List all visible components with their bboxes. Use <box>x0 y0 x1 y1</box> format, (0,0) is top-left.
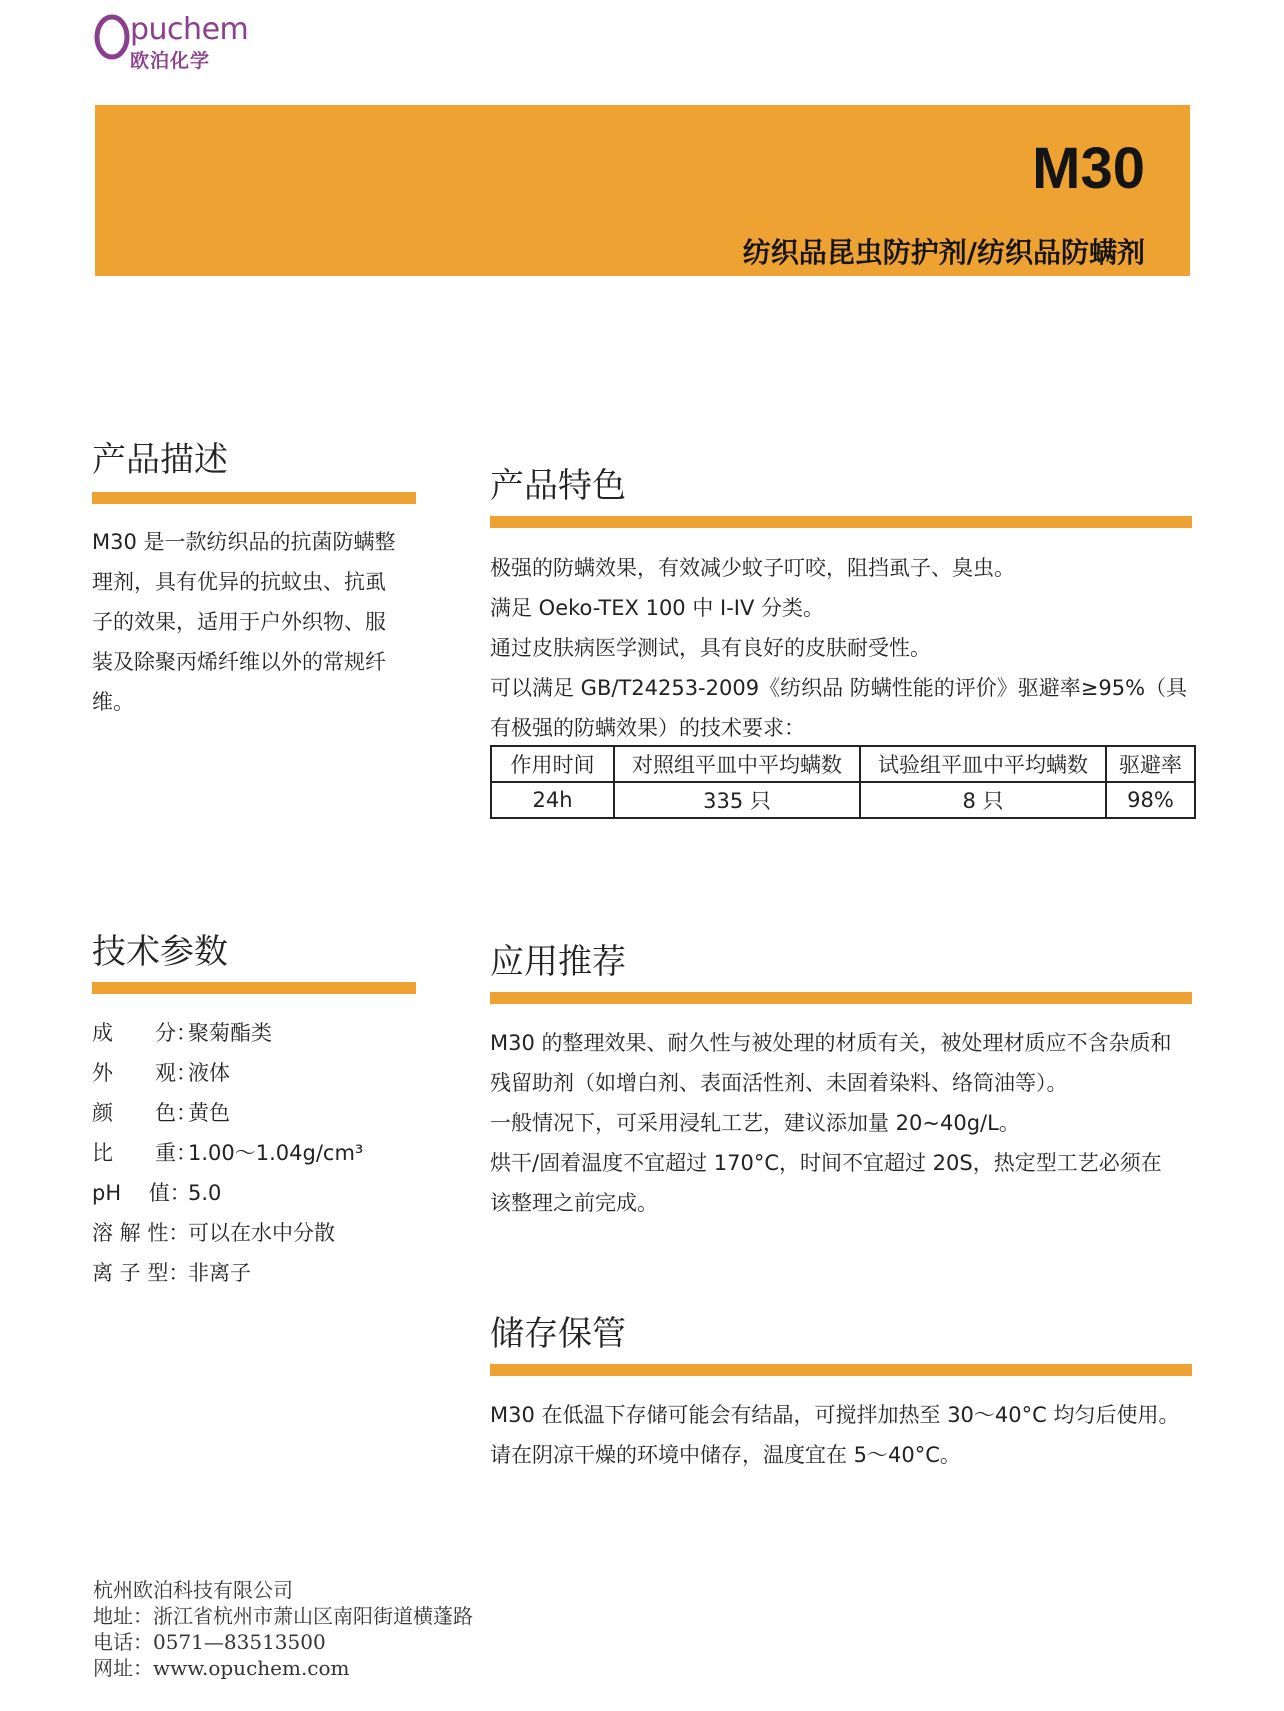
application-line: 残留助剂（如增白剂、表面活性剂、未固着染料、络筒油等）。 <box>490 1071 1068 1095</box>
param-row <box>92 1177 221 1207</box>
param-label: 比 重： <box>92 1141 197 1165</box>
description-divider <box>92 492 416 504</box>
table-header-cell: 对照组平皿中平均螨数 <box>614 746 860 782</box>
product-subtitle: 纺织品昆虫防护剂/纺织品防螨剂 <box>742 236 1145 269</box>
features-line: 可以满足 GB/T24253-2009《纺织品 防螨性能的评价》驱避率≥95%（具 <box>490 676 1188 700</box>
table-cell: 335 只 <box>614 782 860 818</box>
storage-line: M30 在低温下存储可能会有结晶，可搅拌加热至 30～40°C 均匀后使用。 <box>490 1403 1180 1427</box>
table-header-row <box>491 746 1195 782</box>
application-line: 烘干/固着温度不宜超过 170°C，时间不宜超过 20S，热定型工艺必须在 <box>490 1151 1162 1175</box>
table-cell: 8 只 <box>860 782 1106 818</box>
param-value: 聚菊酯类 <box>188 1021 272 1045</box>
repellency-table <box>490 745 1196 819</box>
storage-title: 储存保管 <box>490 1314 626 1354</box>
param-value: 5.0 <box>188 1181 222 1205</box>
logo-brand-text: puchem <box>130 12 249 47</box>
description-line: M30 是一款纺织品的抗菌防螨整 <box>92 530 396 554</box>
storage-divider <box>490 1364 1192 1376</box>
description-title: 产品描述 <box>92 440 228 480</box>
param-row <box>92 1017 272 1047</box>
table-header-cell: 试验组平皿中平均螨数 <box>860 746 1106 782</box>
description-line: 子的效果，适用于户外织物、服 <box>92 610 386 634</box>
param-label: 离 子 型： <box>92 1261 190 1285</box>
footer-website[interactable]: 网址：www.opuchem.com <box>93 1656 350 1680</box>
application-title: 应用推荐 <box>490 942 626 982</box>
param-value: 液体 <box>188 1061 230 1085</box>
description-line: 装及除聚丙烯纤维以外的常规纤 <box>92 650 386 674</box>
company-logo <box>92 10 272 72</box>
logo-o-mark <box>92 10 132 60</box>
description-line: 维。 <box>92 690 134 714</box>
application-line: 该整理之前完成。 <box>490 1191 658 1215</box>
table-cell: 24h <box>491 782 614 818</box>
param-label: 成 分： <box>92 1021 197 1045</box>
param-value: 可以在水中分散 <box>188 1221 335 1245</box>
features-line: 有极强的防螨效果）的技术要求： <box>490 716 805 740</box>
description-text <box>92 522 396 722</box>
features-divider <box>490 516 1192 528</box>
application-line: 一般情况下，可采用浸轧工艺，建议添加量 20~40g/L。 <box>490 1111 1020 1135</box>
footer-address: 地址：浙江省杭州市萧山区南阳街道横蓬路 <box>93 1604 473 1628</box>
application-text <box>490 1023 1172 1223</box>
tech-title: 技术参数 <box>92 932 228 972</box>
param-label: 外 观： <box>92 1061 197 1085</box>
features-text <box>490 548 1187 748</box>
features-line: 通过皮肤病医学测试，具有良好的皮肤耐受性。 <box>490 636 931 660</box>
product-banner <box>95 105 1190 276</box>
param-label: 溶 解 性： <box>92 1221 190 1245</box>
product-code: M30 <box>1032 136 1145 201</box>
tech-divider <box>92 982 416 994</box>
param-row <box>92 1097 230 1127</box>
table-header-cell: 作用时间 <box>491 746 614 782</box>
table-row <box>491 782 1195 818</box>
description-line: 理剂，具有优异的抗蚊虫、抗虱 <box>92 570 386 594</box>
features-line: 满足 Oeko-TEX 100 中 I-IV 分类。 <box>490 596 825 620</box>
param-value: 非离子 <box>188 1261 251 1285</box>
param-label: pH 值： <box>92 1181 191 1205</box>
logo-chinese-text: 欧泊化学 <box>130 50 211 72</box>
storage-line: 请在阴凉干燥的环境中储存，温度宜在 5～40°C。 <box>490 1443 961 1467</box>
param-row <box>92 1057 230 1087</box>
footer-company: 杭州欧泊科技有限公司 <box>93 1578 293 1602</box>
table-header-cell: 驱避率 <box>1106 746 1195 782</box>
features-title: 产品特色 <box>490 466 626 506</box>
table-cell: 98% <box>1106 782 1195 818</box>
param-value: 1.00～1.04g/cm³ <box>188 1141 364 1165</box>
param-label: 颜 色： <box>92 1101 197 1125</box>
storage-text <box>490 1395 1179 1475</box>
footer-phone: 电话：0571—83513500 <box>93 1630 326 1654</box>
features-line: 极强的防螨效果，有效减少蚊子叮咬，阻挡虱子、臭虫。 <box>490 556 1015 580</box>
param-row <box>92 1257 251 1287</box>
param-row <box>92 1217 335 1247</box>
application-divider <box>490 992 1192 1004</box>
param-row <box>92 1137 363 1167</box>
application-line: M30 的整理效果、耐久性与被处理的材质有关，被处理材质应不含杂质和 <box>490 1031 1172 1055</box>
param-value: 黄色 <box>188 1101 230 1125</box>
